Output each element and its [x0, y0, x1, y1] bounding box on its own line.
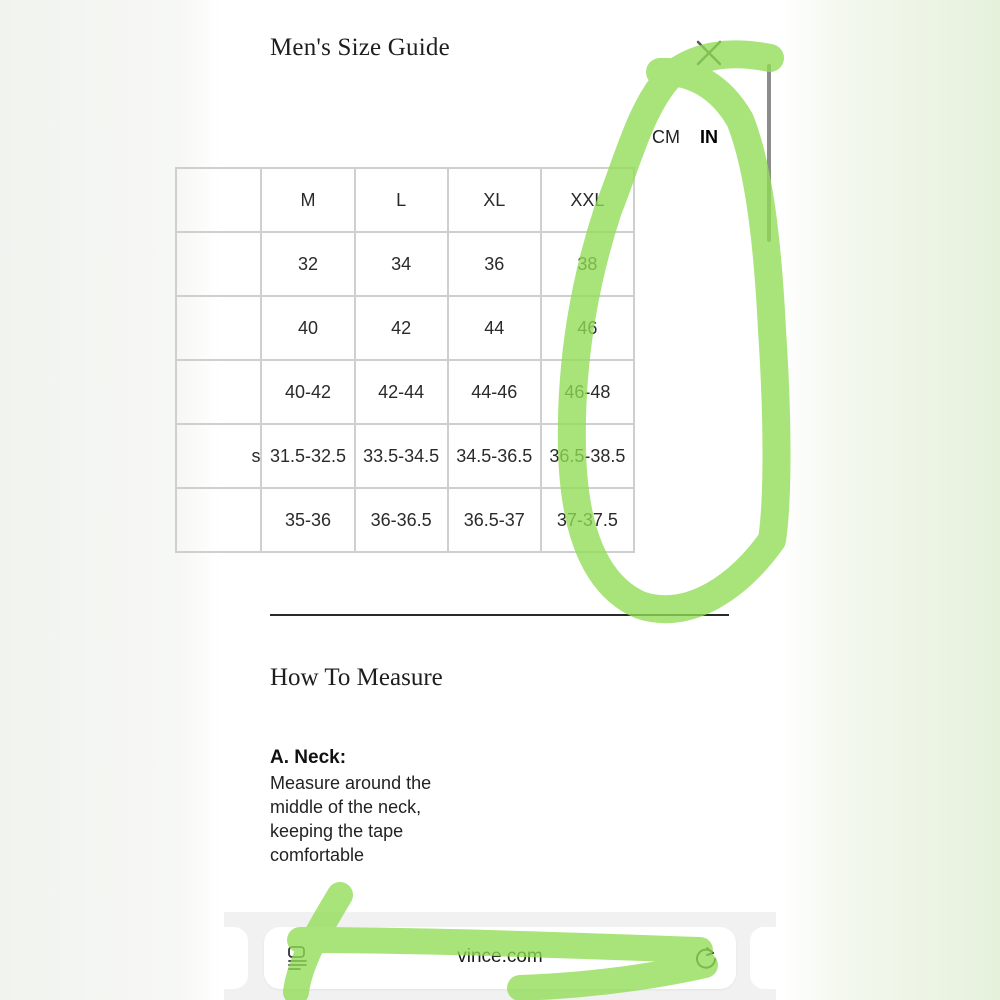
- next-tab-edge[interactable]: [750, 927, 780, 989]
- previous-tab-edge[interactable]: [222, 927, 248, 989]
- table-cell: 38: [541, 232, 634, 296]
- table-header-cell: XXL: [541, 168, 634, 232]
- table-row: [176, 232, 634, 296]
- close-icon[interactable]: [694, 38, 724, 68]
- table-stub-cell: s: [176, 424, 261, 488]
- table-cell: 37-37.5: [541, 488, 634, 552]
- table-header-cell: L: [355, 168, 448, 232]
- size-guide-modal: [224, 0, 776, 1000]
- table-cell: 32: [261, 232, 354, 296]
- unit-cm-option[interactable]: CM: [652, 127, 680, 147]
- table-cell: 44: [448, 296, 541, 360]
- table-stub-cell: [176, 168, 261, 232]
- neck-instructions: Measure around the middle of the neck, keeping the tape comfortable: [270, 773, 432, 865]
- table-cell: 46: [541, 296, 634, 360]
- table-cell: 36.5-37: [448, 488, 541, 552]
- table-row: [176, 296, 634, 360]
- table-cell: 42-44: [355, 360, 448, 424]
- table-cell: 34.5-36.5: [448, 424, 541, 488]
- table-cell: 36: [448, 232, 541, 296]
- table-cell: 34: [355, 232, 448, 296]
- reload-icon[interactable]: [692, 944, 720, 972]
- table-cell: 42: [355, 296, 448, 360]
- table-cell: 33.5-34.5: [355, 424, 448, 488]
- table-stub-cell: [176, 296, 261, 360]
- table-cell: 44-46: [448, 360, 541, 424]
- table-header-cell: XL: [448, 168, 541, 232]
- table-row: [176, 488, 634, 552]
- unit-in-option[interactable]: IN: [700, 127, 718, 147]
- table-stub-cell: [176, 488, 261, 552]
- table-header-cell: M: [261, 168, 354, 232]
- table-cell: 36-36.5: [355, 488, 448, 552]
- table-row: [176, 424, 634, 488]
- table-cell: 46-48: [541, 360, 634, 424]
- size-table: [175, 167, 635, 553]
- address-bar[interactable]: [264, 927, 736, 989]
- table-cell: 36.5-38.5: [541, 424, 634, 488]
- table-row: [176, 360, 634, 424]
- table-stub-cell: [176, 360, 261, 424]
- url-text: vince.com: [457, 946, 543, 967]
- table-cell: 31.5-32.5: [261, 424, 354, 488]
- neck-heading: A. Neck:: [270, 747, 347, 768]
- size-table-scroll[interactable]: [251, 167, 730, 567]
- table-cell: 40: [261, 296, 354, 360]
- how-to-measure-title: How To Measure: [270, 664, 443, 691]
- unit-toggle: [652, 127, 718, 148]
- modal-title: Men's Size Guide: [270, 34, 450, 61]
- scrollbar[interactable]: [767, 64, 771, 242]
- table-header-row: [176, 168, 634, 232]
- table-cell: 35-36: [261, 488, 354, 552]
- section-divider: [270, 614, 729, 616]
- table-cell: 40-42: [261, 360, 354, 424]
- browser-toolbar: [224, 912, 776, 1000]
- table-stub-cell: [176, 232, 261, 296]
